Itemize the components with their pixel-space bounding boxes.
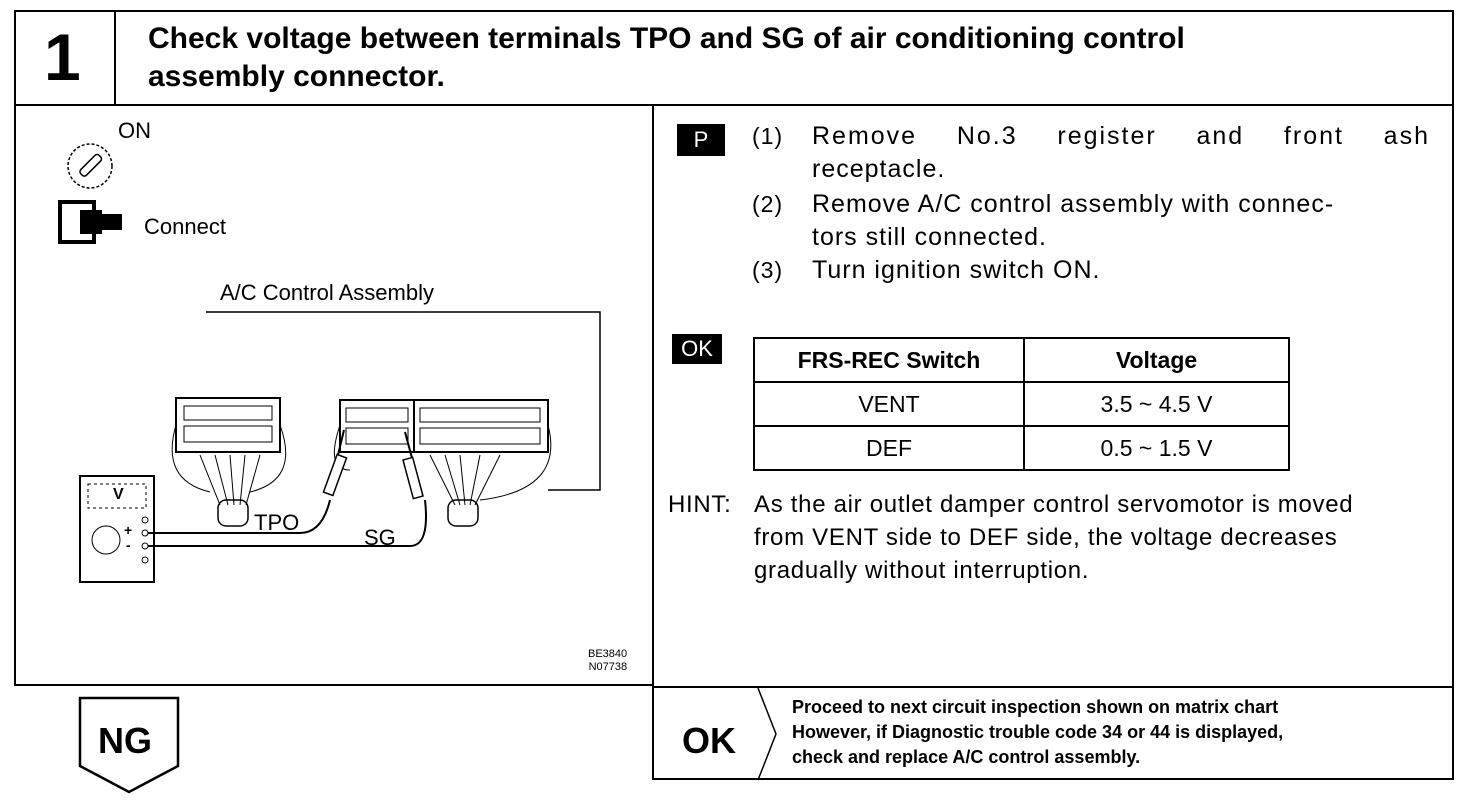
table-header-row <box>754 338 1289 382</box>
left-connector <box>172 398 286 526</box>
step-2-line2: tors still connected. <box>812 223 1047 251</box>
hint-line1: As the air outlet damper control servomotor is moved <box>754 491 1354 518</box>
ok-label: OK <box>682 720 736 761</box>
step-title-line2: assembly connector. <box>148 60 445 93</box>
table-cell: DEF <box>754 426 1024 470</box>
minus-sign: - <box>126 537 131 553</box>
hint-text <box>754 488 1424 587</box>
step-1-line2: receptacle. <box>812 155 946 183</box>
tpo-label: TPO <box>254 510 300 535</box>
ignition-on-label: ON <box>118 118 151 143</box>
ok-badge: OK <box>672 334 722 364</box>
connect-label: Connect <box>144 214 226 239</box>
step-title-line1: Check voltage between terminals TPO and SG of air conditioning control <box>148 22 1185 55</box>
diagram-svg <box>0 0 660 690</box>
table-row <box>754 426 1289 470</box>
table-header-switch: FRS-REC Switch <box>754 338 1024 382</box>
step-2-line1: Remove A/C control assembly with connec- <box>812 190 1335 218</box>
meter-label: V <box>113 486 124 503</box>
figure-code-2: N07738 <box>588 661 628 673</box>
p-badge: P <box>677 124 725 156</box>
figure-code <box>588 648 627 674</box>
step-1-line1: Remove No.3 register and front ash <box>812 122 1430 150</box>
tpo-probe <box>323 430 346 496</box>
ok-line2: However, if Diagnostic trouble code 34 or 44 is displayed, <box>792 722 1284 742</box>
tpo-lead <box>148 500 330 533</box>
figure-code-1: BE3840 <box>588 648 628 660</box>
table-cell: 3.5 ~ 4.5 V <box>1024 382 1289 426</box>
step-number: 1 <box>44 20 81 94</box>
step-2-num: (2) <box>752 191 784 217</box>
step-3-num: (3) <box>752 257 784 283</box>
connector-icon <box>60 202 122 242</box>
step-1-text <box>812 120 1430 186</box>
assembly-label: A/C Control Assembly <box>220 280 434 305</box>
step-1-num: (1) <box>752 123 784 149</box>
ignition-key-icon <box>68 144 112 188</box>
ng-label: NG <box>98 720 152 761</box>
table-cell: 0.5 ~ 1.5 V <box>1024 426 1289 470</box>
step-3-text: Turn ignition switch ON. <box>812 256 1101 284</box>
ok-line3: check and replace A/C control assembly. <box>792 747 1141 767</box>
table-header-voltage: Voltage <box>1024 338 1289 382</box>
sg-label: SG <box>364 525 396 550</box>
voltage-table <box>753 337 1290 471</box>
right-connector <box>334 400 550 526</box>
hint-line2: from VENT side to DEF side, the voltage decreases <box>754 524 1338 551</box>
plus-sign: + <box>124 522 133 538</box>
ok-divider-chevron <box>752 688 782 780</box>
table-row <box>754 382 1289 426</box>
hint-label: HINT: <box>668 491 732 518</box>
table-cell: VENT <box>754 382 1024 426</box>
step-2-text <box>812 188 1422 254</box>
hint-line3: gradually without interruption. <box>754 557 1090 584</box>
ok-result-text <box>792 695 1283 770</box>
ok-line1: Proceed to next circuit inspection shown on matrix chart <box>792 697 1279 717</box>
